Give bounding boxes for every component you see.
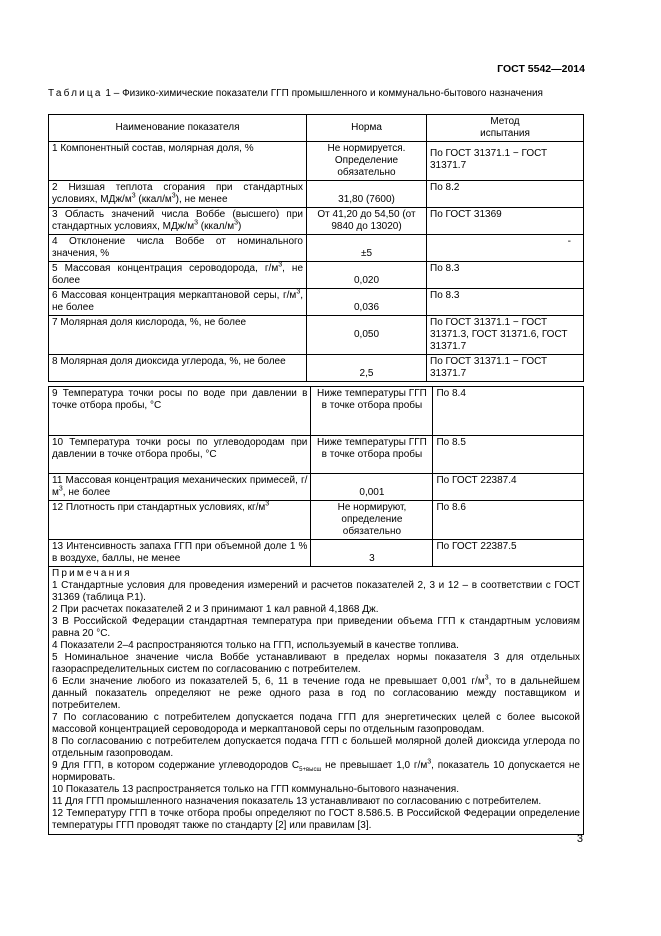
subscript: 5+высш [299, 767, 322, 773]
table-row [49, 142, 584, 181]
superscript: 3 [58, 485, 63, 493]
row-norm: 0,050 [307, 316, 427, 355]
row-method: По 8.6 [433, 501, 584, 540]
row-method: По 8.2 [427, 181, 584, 208]
row-name [49, 181, 307, 208]
row-name [49, 474, 311, 501]
row-method: По 8.5 [433, 436, 584, 474]
row-name: 10 Температура точки росы по углеводородам при давлении в точке отбора пробы, °С [49, 436, 311, 474]
row-name-part: 11 Массовая концентрация механических примесей, г/м [52, 475, 308, 498]
row-name [49, 289, 307, 316]
row-norm: От 41,20 до 54,50 (от 9840 до 13020) [307, 208, 427, 235]
row-norm: ±5 [307, 235, 427, 262]
row-norm: 31,80 (7600) [307, 181, 427, 208]
note-part: не превышает 1,0 г/м [321, 760, 428, 771]
row-name [49, 501, 311, 540]
superscript: 3 [484, 674, 489, 682]
row-name-part: (ккал/м [135, 194, 172, 205]
superscript: 3 [427, 758, 432, 766]
note-item: 1 Стандартные условия для проведения измерений и расчетов показателей 2, 3 и 12 – в соответствии с ГОСТ 31369 (таблица Р.1). [52, 580, 580, 603]
superscript: 3 [171, 192, 176, 200]
row-method: По ГОСТ 31371.1 − ГОСТ 31371.3, ГОСТ 31371.6, ГОСТ 31371.7 [427, 316, 584, 355]
row-norm: 2,5 [307, 355, 427, 382]
note-item: 2 При расчетах показателей 2 и 3 принимают 1 кал равной 4,1868 Дж. [52, 604, 379, 615]
row-name-part: 12 Плотность при стандартных условиях, кг/м [52, 502, 266, 513]
note-item: 7 По согласованию с потребителем допускается подача ГГП для энергетических целей с более высокой массовой концентрацией сероводорода и меркаптановой серы по отдельным газопроводам. [52, 712, 580, 735]
table-row [49, 540, 584, 567]
row-method: По ГОСТ 22387.4 [433, 474, 584, 501]
note-item [52, 676, 580, 712]
col-header-method-l1: Метод [490, 116, 520, 127]
superscript: 3 [194, 219, 198, 227]
row-norm: 0,036 [307, 289, 427, 316]
table-caption [48, 88, 585, 100]
table-row [49, 316, 584, 355]
row-method: По ГОСТ 22387.5 [433, 540, 584, 567]
table-continued [48, 386, 584, 835]
superscript: 3 [131, 192, 136, 200]
row-name-part: , не более [62, 487, 111, 498]
row-norm: Ниже температуры ГГП в точке отбора пробы [311, 436, 433, 474]
row-method: По ГОСТ 31371.1 − ГОСТ 31371.7 [427, 355, 584, 382]
table-header-row [49, 115, 584, 142]
table-row [49, 436, 584, 474]
row-norm: Не нормируют, определение обязательно [311, 501, 433, 540]
superscript: 3 [265, 500, 270, 508]
row-name-part: ) [238, 221, 242, 232]
note-item: 4 Показатели 2–4 распространяются только на ГГП, используемый в качестве топлива. [52, 640, 459, 651]
note-item: 10 Показатель 13 распространяется только на ГГП коммунально-бытового назначения. [52, 784, 459, 795]
table-row [49, 501, 584, 540]
table-main [48, 114, 584, 382]
caption-label: Таблица [48, 88, 103, 99]
notes-cell [49, 567, 584, 835]
note-item [52, 760, 580, 784]
table-row [49, 387, 584, 436]
table-row [49, 289, 584, 316]
col-header-norm: Норма [307, 115, 427, 142]
row-name: 13 Интенсивность запаха ГГП при объемной доле 1 % в воздухе, баллы, не менее [49, 540, 311, 567]
row-name-part: (ккал/м [197, 221, 235, 232]
page-number: 3 [576, 833, 583, 845]
row-name-part: 6 Массовая концентрация меркаптановой серы, г/м [52, 290, 297, 301]
notes-row [49, 567, 584, 835]
superscript: 3 [278, 261, 283, 269]
table-row [49, 474, 584, 501]
table-row [49, 355, 584, 382]
row-norm: 3 [311, 540, 433, 567]
row-norm: Ниже температуры ГГП в точке отбора пробы [311, 387, 433, 436]
row-name-part: 5 Массовая концентрация сероводорода, г/м [52, 263, 279, 274]
note-item: 3 В Российской Федерации стандартная температура при приведении объема ГГП к стандартным условиям равна 20 °С. [52, 616, 580, 639]
row-method: По ГОСТ 31369 [427, 208, 584, 235]
row-name: 7 Молярная доля кислорода, %, не более [49, 316, 307, 355]
row-norm: 0,001 [311, 474, 433, 501]
note-item: 11 Для ГГП промышленного назначения показатель 13 устанавливают по согласованию с потребителем. [52, 796, 542, 807]
note-part: , показатель 10 допускается не нормировать. [52, 760, 580, 783]
note-part: 9 Для ГГП, в котором содержание углеводородов С [52, 760, 300, 771]
row-method: По ГОСТ 31371.1 − ГОСТ 31371.7 [427, 142, 584, 181]
row-name [49, 262, 307, 289]
row-method: По 8.3 [427, 289, 584, 316]
row-method: По 8.4 [433, 387, 584, 436]
table-row [49, 181, 584, 208]
row-name-part: , не более [52, 263, 304, 286]
row-name-part: ), не менее [175, 194, 228, 205]
superscript: 3 [234, 219, 239, 227]
row-name-part: 2 Низшая теплота сгорания при стандартных условиях, МДж/м [52, 182, 303, 205]
col-header-name: Наименование показателя [49, 115, 307, 142]
col-header-method [427, 115, 584, 142]
document-id: ГОСТ 5542—2014 [497, 63, 585, 75]
note-item: 12 Температуру ГГП в точке отбора пробы определяют по ГОСТ 8.586.5. В Российской Федерации определение температуры ГГП проводят также по стандарту [2] или правилам [3]. [52, 808, 580, 831]
col-header-method-l2: испытания [480, 128, 530, 139]
caption-text: 1 – Физико-химические показатели ГГП промышленного и коммунально-бытового назначения [102, 88, 543, 99]
note-part: 6 Если значение любого из показателей 5, 6, 11 в течение года не превышает 0,001 г/м [52, 676, 485, 687]
row-name-part: , не более [52, 290, 303, 313]
note-item: 8 По согласованию с потребителем допускается подача ГГП с большей молярной долей диоксида углерода по отдельным газопроводам. [52, 736, 580, 759]
row-name-part: 3 Область значений числа Воббе (высшего) при стандартных условиях, МДж/м [52, 209, 303, 232]
table-row [49, 235, 584, 262]
row-name: 9 Температура точки росы по воде при давлении в точке отбора пробы, °С [49, 387, 311, 436]
row-method: - [427, 235, 584, 262]
superscript: 3 [296, 288, 301, 296]
row-norm: 0,020 [307, 262, 427, 289]
note-part: , то в дальнейшем данный показатель определяют не реже одного раза в год по согласованию между поставщиком и потребителем. [52, 676, 580, 711]
note-item: 5 Номинальное значение числа Воббе устанавливают в пределах нормы показателя 3 для отдельных газораспределительных систем по согласованию с потребителем. [52, 652, 580, 675]
notes-title: Примечания [52, 568, 132, 579]
table-row [49, 208, 584, 235]
row-norm: Не нормируется. Определение обязательно [307, 142, 427, 181]
table-row [49, 262, 584, 289]
row-name: 1 Компонентный состав, молярная доля, % [49, 142, 307, 181]
row-method: По 8.3 [427, 262, 584, 289]
row-name [49, 208, 307, 235]
row-name: 4 Отклонение числа Воббе от номинального значения, % [49, 235, 307, 262]
row-name: 8 Молярная доля диоксида углерода, %, не более [49, 355, 307, 382]
